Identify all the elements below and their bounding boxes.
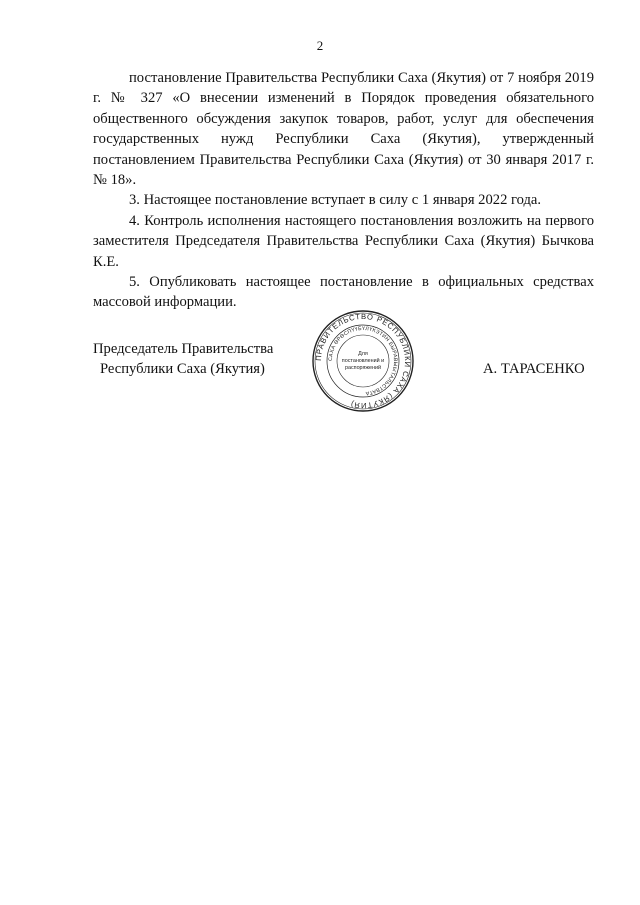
- paragraph-5: 5. Опубликовать настоящее постановление в официальных средствах массовой информации.: [93, 274, 594, 311]
- paragraph-3: 3. Настоящее постановление вступает в силу с 1 января 2022 года.: [129, 192, 542, 209]
- signatory-position: [93, 339, 273, 380]
- document-body: [93, 68, 594, 313]
- seal-outer-ring-text: ПРАВИТЕЛЬСТВО РЕСПУБЛИКИ САХА (ЯКУТИЯ): [313, 311, 413, 411]
- page-number: 2: [316, 38, 324, 53]
- signatory-position-line1: Председатель Правительства: [93, 341, 274, 357]
- signatory-position-line2: Республики Саха (Якутия): [100, 361, 265, 378]
- paragraph-continuation: постановление Правительства Республики Саха (Якутия) от 7 ноября 2019 г. № 327 «О внесении изменений в Порядок проведения обязательного общественного обсуждения закупок товаров, работ, услуг для обеспечения государственных нужд Республики Саха (Якутия), утвержденный постановлением Правительства Республики Саха (Якутия) от 30 января 2017 г. № 18».: [93, 70, 594, 189]
- seal-center-line3: распоряжений: [344, 365, 382, 371]
- seal-inner-ring-text: САХА ӨРӨСПҮҮБҮЛҮКЭТИН БЫРАВЫЫТАЛЬСТВАТА: [327, 325, 399, 396]
- paragraph-4: 4. Контроль исполнения настоящего постановления возложить на первого заместителя Председателя Правительства Республики Саха (Якутия) Бычкова К.Е.: [93, 212, 594, 270]
- seal-center-line1: Для: [358, 351, 368, 357]
- seal-center-line2: постановлений и: [341, 358, 385, 364]
- official-seal: [311, 309, 415, 413]
- signatory-name: А. ТАРАСЕНКО: [483, 361, 585, 377]
